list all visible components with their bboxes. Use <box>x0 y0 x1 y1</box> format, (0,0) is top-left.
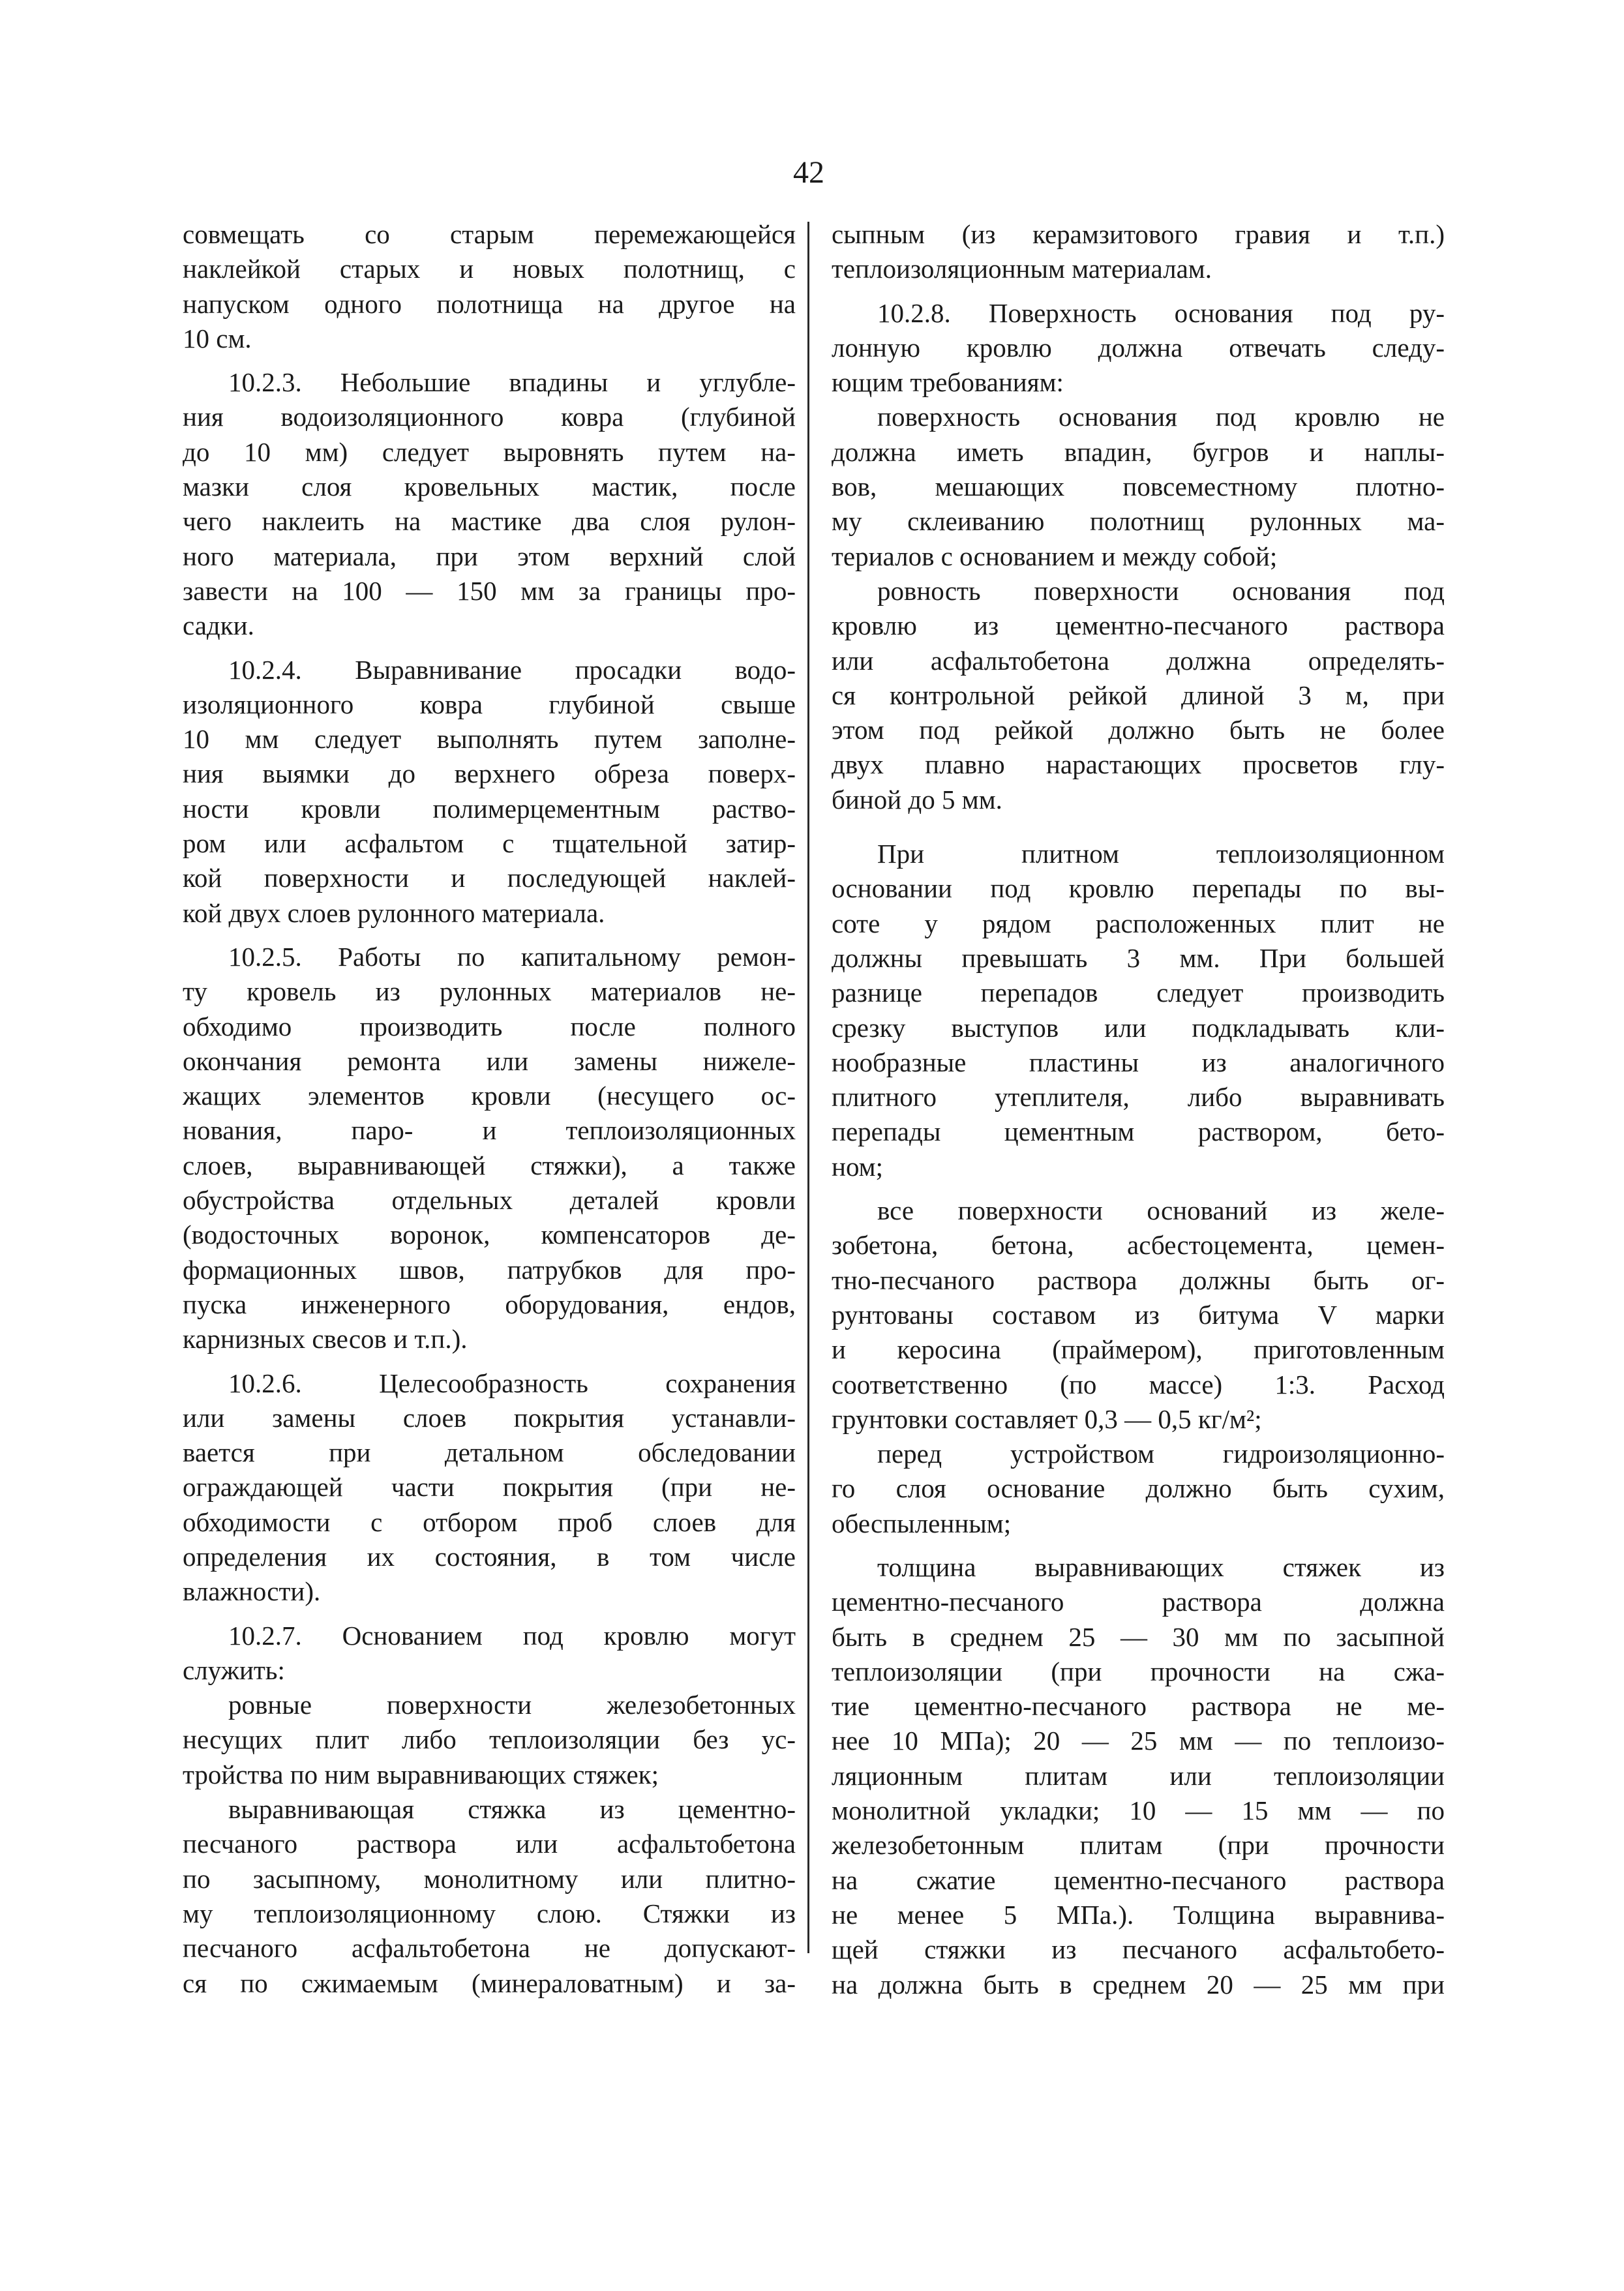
text-line: ровные поверхности железобетонных <box>228 1690 796 1720</box>
text-line: карнизных свесов и т.п.). <box>183 1324 468 1355</box>
text-line: ту кровель из рулонных материалов не- <box>183 976 796 1007</box>
text-line: до 10 мм) следует выровнять путем на- <box>183 436 796 467</box>
text-line: ном; <box>832 1151 883 1182</box>
text-line: завести на 100 — 150 мм за границы про- <box>183 575 796 606</box>
text-line: служить: <box>183 1655 285 1685</box>
text-line: несущих плит либо теплоизоляции без ус- <box>183 1724 796 1755</box>
text-line: разнице перепадов следует производить <box>832 978 1445 1008</box>
text-line: ровность поверхности основания под <box>877 575 1445 606</box>
text-line: го слоя основание должно быть сухим, <box>832 1473 1445 1504</box>
text-line: При плитном теплоизоляционном <box>877 839 1445 869</box>
text-line: соответственно (по массе) 1:3. Расход <box>832 1369 1445 1400</box>
text-line: должны превышать 3 мм. При большей <box>832 942 1445 973</box>
text-line: нее 10 МПа); 20 — 25 мм — по теплоизо- <box>832 1726 1445 1756</box>
text-line: ограждающей части покрытия (при не- <box>183 1472 796 1503</box>
text-line: перепады цементным раствором, бето- <box>832 1116 1445 1147</box>
text-line: вается при детальном обследовании <box>183 1437 796 1468</box>
text-line: ния водоизоляционного ковра (глубиной <box>183 402 796 432</box>
text-line: ся по сжимаемым (минераловатным) и за- <box>183 1968 796 1998</box>
text-line: цементно-песчаного раствора должна <box>832 1587 1445 1617</box>
text-line: биной до 5 мм. <box>832 784 1002 815</box>
text-line: сыпным (из керамзитового гравия и т.п.) <box>832 219 1445 249</box>
text-line: песчаного асфальтобетона не допускают- <box>183 1933 796 1964</box>
text-line: влажности). <box>183 1576 321 1607</box>
text-line: 10.2.7. Основанием под кровлю могут <box>228 1620 796 1651</box>
text-line: теплоизоляции (при прочности на сжа- <box>832 1656 1445 1686</box>
text-line: нования, паро- и теплоизоляционных <box>183 1115 796 1146</box>
text-line: должна иметь впадин, бугров и наплы- <box>832 436 1445 467</box>
text-line: 10.2.3. Небольшие впадины и углубле- <box>228 367 796 398</box>
text-line: 10.2.8. Поверхность основания под ру- <box>877 297 1445 328</box>
text-line: обходимости с отбором проб слоев для <box>183 1506 796 1537</box>
text-line: садки. <box>183 610 254 641</box>
text-line: ся контрольной рейкой длиной 3 м, при <box>832 680 1445 710</box>
text-line: перед устройством гидроизоляционно- <box>877 1439 1445 1469</box>
text-line: 10.2.4. Выравнивание просадки водо- <box>228 654 796 685</box>
text-line: и керосина (праймером), приготовленным <box>832 1334 1445 1365</box>
text-line: изоляционного ковра глубиной свыше <box>183 689 796 719</box>
text-line: слоев, выравнивающей стяжки), а также <box>183 1150 796 1180</box>
text-line: зобетона, бетона, асбестоцемента, цемен- <box>832 1230 1445 1261</box>
text-line: основании под кровлю перепады по вы- <box>832 873 1445 904</box>
column-divider <box>807 222 809 1953</box>
text-line: кой поверхности и последующей наклей- <box>183 863 796 893</box>
text-line: теплоизоляционным материалам. <box>832 254 1212 284</box>
text-line: формационных швов, патрубков для про- <box>183 1254 796 1285</box>
text-line: мазки слоя кровельных мастик, после <box>183 472 796 502</box>
text-line: окончания ремонта или замены нижеле- <box>183 1045 796 1076</box>
text-line: ром или асфальтом с тщательной затир- <box>183 828 796 859</box>
text-line: кой двух слоев рулонного материала. <box>183 897 605 928</box>
text-line: щей стяжки из песчаного асфальтобето- <box>832 1934 1445 1965</box>
text-line: грунтовки составляет 0,3 — 0,5 кг/м²; <box>832 1403 1262 1434</box>
text-line: вов, мешающих повсеместному плотно- <box>832 472 1445 502</box>
text-line: ности кровли полимерцементным раство- <box>183 793 796 824</box>
text-line: ния выямки до верхнего обреза поверх- <box>183 758 796 789</box>
text-line: определения их состояния, в том числе <box>183 1541 796 1572</box>
text-line: выравнивающая стяжка из цементно- <box>228 1794 796 1825</box>
text-line: пуска инженерного оборудования, ендов, <box>183 1289 796 1319</box>
text-line: срезку выступов или подкладывать кли- <box>832 1012 1445 1043</box>
left-column <box>183 217 796 2001</box>
text-line: обходимо производить после полного <box>183 1011 796 1041</box>
text-line: му теплоизоляционному слою. Стяжки из <box>183 1898 796 1928</box>
text-line: 10.2.5. Работы по капитальному ремон- <box>228 941 796 972</box>
text-line: на должна быть в среднем 20 — 25 мм при <box>832 1969 1445 1999</box>
text-line: железобетонным плитам (при прочности <box>832 1830 1445 1861</box>
text-line: напуском одного полотнища на другое на <box>183 288 796 319</box>
text-line: тно-песчаного раствора должны быть ог- <box>832 1265 1445 1295</box>
text-line: 10 мм следует выполнять путем заполне- <box>183 724 796 755</box>
text-line: лонную кровлю должна отвечать следу- <box>832 332 1445 363</box>
text-line: рунтованы составом из битума V марки <box>832 1299 1445 1330</box>
text-line: ляционным плитам или теплоизоляции <box>832 1760 1445 1791</box>
text-line: кровлю из цементно-песчаного раствора <box>832 610 1445 641</box>
text-line: чего наклеить на мастике два слоя рулон- <box>183 506 796 537</box>
text-line: на сжатие цементно-песчаного раствора <box>832 1864 1445 1895</box>
text-line: поверхность основания под кровлю не <box>877 402 1445 432</box>
text-line: песчаного раствора или асфальтобетона <box>183 1829 796 1859</box>
text-line: 10.2.6. Целесообразность сохранения <box>228 1368 796 1398</box>
text-line: все поверхности оснований из желе- <box>877 1195 1445 1226</box>
text-line: териалов с основанием и между собой; <box>832 541 1278 571</box>
text-line: по засыпному, монолитному или плитно- <box>183 1863 796 1894</box>
text-line: двух плавно нарастающих просветов глу- <box>832 749 1445 780</box>
text-line: жащих элементов кровли (несущего ос- <box>183 1081 796 1111</box>
text-line: монолитной укладки; 10 — 15 мм — по <box>832 1795 1445 1826</box>
text-line: тие цементно-песчаного раствора не ме- <box>832 1691 1445 1722</box>
text-line: обеспыленным; <box>832 1508 1012 1538</box>
text-line: совмещать со старым перемежающейся <box>183 219 796 249</box>
text-line: соте у рядом расположенных плит не <box>832 908 1445 938</box>
text-line: нообразные пластины из аналогичного <box>832 1047 1445 1077</box>
text-line: этом под рейкой должно быть не более <box>832 715 1445 745</box>
text-line: плитного утеплителя, либо выравнивать <box>832 1082 1445 1113</box>
right-column <box>832 217 1445 2002</box>
text-line: толщина выравнивающих стяжек из <box>877 1551 1445 1582</box>
text-line: ного материала, при этом верхний слой <box>183 541 796 571</box>
text-line: быть в среднем 25 — 30 мм по засыпной <box>832 1621 1445 1652</box>
text-line: или асфальтобетона должна определять- <box>832 645 1445 676</box>
page-number: 42 <box>793 155 824 190</box>
text-line: не менее 5 МПа.). Толщина выравнива- <box>832 1899 1445 1930</box>
text-line: обустройства отдельных деталей кровли <box>183 1185 796 1216</box>
text-line: му склеиванию полотнищ рулонных ма- <box>832 506 1445 537</box>
text-line: 10 см. <box>183 323 252 353</box>
text-line: (водосточных воронок, компенсаторов де- <box>183 1220 796 1250</box>
text-line: тройства по ним выравнивающих стяжек; <box>183 1759 659 1789</box>
text-line: или замены слоев покрытия устанавли- <box>183 1402 796 1433</box>
text-line: наклейкой старых и новых полотнищ, с <box>183 254 796 284</box>
text-line: ющим требованиям: <box>832 367 1064 398</box>
